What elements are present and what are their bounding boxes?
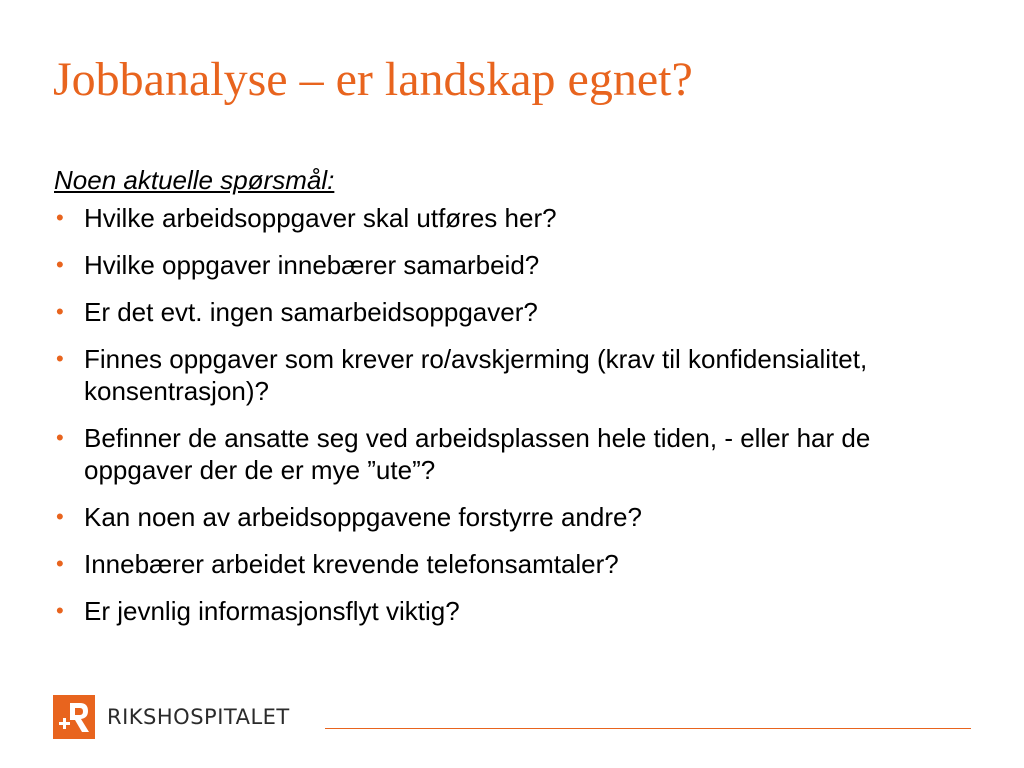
- bullet-icon: •: [56, 299, 64, 324]
- bullet-icon: •: [56, 425, 64, 450]
- intro-heading: Noen aktuelle spørsmål:: [54, 165, 335, 195]
- bullet-text: Er det evt. ingen samarbeidsoppgaver?: [84, 297, 538, 327]
- footer-divider: [325, 728, 971, 729]
- footer-logo: [53, 695, 290, 739]
- bullet-item: [54, 343, 974, 407]
- bullet-item: [54, 296, 974, 328]
- bullet-item: [54, 202, 974, 234]
- bullet-item: [54, 501, 974, 533]
- bullet-icon: •: [56, 504, 64, 529]
- bullet-item: [54, 422, 974, 486]
- bullet-icon: •: [56, 551, 64, 576]
- bullet-icon: •: [56, 252, 64, 277]
- bullet-icon: •: [56, 205, 64, 230]
- bullet-icon: •: [56, 598, 64, 623]
- rikshospitalet-logo-icon: [53, 695, 95, 739]
- logo-text: RIKSHOSPITALET: [107, 705, 290, 729]
- bullet-text: Innebærer arbeidet krevende telefonsamtaler?: [84, 549, 619, 579]
- bullet-item: [54, 249, 974, 281]
- slide-content: [54, 164, 974, 642]
- bullet-text: Hvilke arbeidsoppgaver skal utføres her?: [84, 203, 557, 233]
- bullet-item: [54, 548, 974, 580]
- slide-title: Jobbanalyse – er landskap egnet?: [53, 53, 693, 106]
- bullet-icon: •: [56, 346, 64, 371]
- bullet-item: [54, 595, 974, 627]
- bullet-text: Finnes oppgaver som krever ro/avskjerming (krav til konfidensialitet, konsentrasjon)?: [84, 344, 868, 406]
- bullet-text: Er jevnlig informasjonsflyt viktig?: [84, 596, 460, 626]
- bullet-text: Kan noen av arbeidsoppgavene forstyrre andre?: [84, 502, 642, 532]
- bullet-text: Befinner de ansatte seg ved arbeidsplassen hele tiden, - eller har de oppgaver der de er mye ”ute”?: [84, 423, 871, 485]
- bullet-list: [54, 202, 974, 627]
- logo-mark-graphic: [53, 695, 95, 739]
- bullet-text: Hvilke oppgaver innebærer samarbeid?: [84, 250, 540, 280]
